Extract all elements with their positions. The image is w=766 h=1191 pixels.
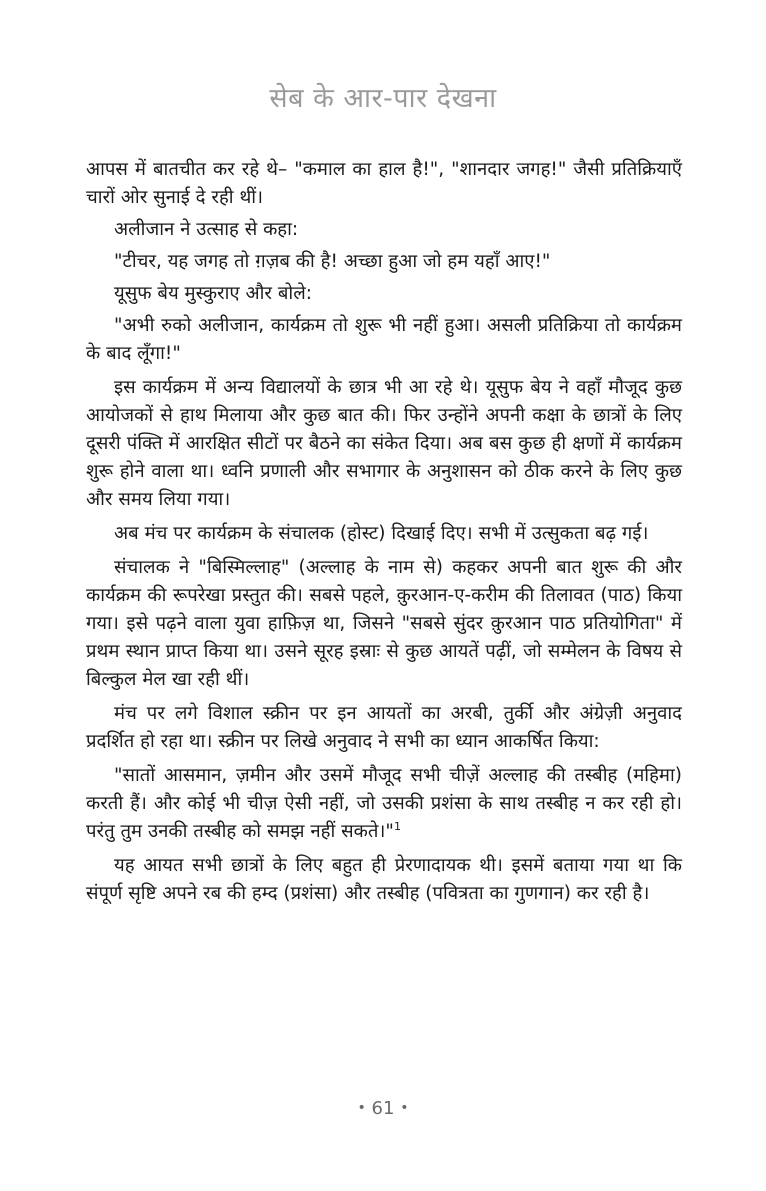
running-title: सेब के आर-पार देखना xyxy=(269,83,497,114)
paragraph-4: यूसुफ बेय मुस्कुराए और बोले: xyxy=(114,283,312,304)
paragraph-11: यह आयत सभी छात्रों के लिए बहुत ही प्रेरणादायक थी। इसमें बताया गया था कि संपूर्ण सृष्टि अपने रब की हम्द (प्रशंसा) और तस्बीह (पवित्रता का गुणगान) कर रही है। xyxy=(86,855,682,904)
footnote-marker: 1 xyxy=(393,819,401,833)
paragraph-10-quote xyxy=(86,762,682,846)
body-text xyxy=(86,156,682,912)
paragraph-3: "टीचर, यह जगह तो ग़ज़ब की है! अच्छा हुआ जो हम यहाँ आए!" xyxy=(114,251,551,272)
paragraph-8: संचालक ने "बिस्मिल्लाह" (अल्लाह के नाम से) कहकर अपनी बात शुरू की और कार्यक्रम की रूपरेखा प्रस्तुत की। सबसे पहले, क़ुरआन-ए-करीम की तिलावत (पाठ) किया गया। इसे पढ़ने वाला युवा हाफ़िज़ था, जिसने "सबसे सुंदर क़ुरआन पाठ प्रतियोगिता" में प्रथम स्थान प्राप्त किया था। उसने सूरह इस्राः से कुछ आयतें पढ़ीं, जो सम्मेलन के विषय से बिल्कुल मेल खा रही थीं। xyxy=(86,557,682,690)
paragraph-6: इस कार्यक्रम में अन्य विद्यालयों के छात्र भी आ रहे थे। यूसुफ बेय ने वहाँ मौजूद कुछ आयोजकों से हाथ मिलाया और कुछ बात की। फिर उन्होंने अपनी कक्षा के छात्रों के लिए दूसरी पंक्ति में आरक्षित सीटों पर बैठने का संकेत दिया। अब बस कुछ ही क्षणों में कार्यक्रम शुरू होने वाला था। ध्वनि प्रणाली और सभागार के अनुशासन को ठीक करने के लिए कुछ और समय लिया गया। xyxy=(86,377,682,510)
bullet-left: • xyxy=(357,1100,366,1116)
paragraph-9: मंच पर लगे विशाल स्क्रीन पर इन आयतों का अरबी, तुर्की और अंग्रेज़ी अनुवाद प्रदर्शित हो रहा था। स्क्रीन पर लिखे अनुवाद ने सभी का ध्यान आकर्षित किया: xyxy=(86,703,682,752)
paragraph-5: "अभी रुको अलीजान, कार्यक्रम तो शुरू भी नहीं हुआ। असली प्रतिक्रिया तो कार्यक्रम के बाद लूँगा!" xyxy=(86,315,682,364)
page-number: 61 xyxy=(371,1098,395,1119)
bullet-right: • xyxy=(400,1100,409,1116)
paragraph-7: अब मंच पर कार्यक्रम के संचालक (होस्ट) दिखाई दिए। सभी में उत्सुकता बढ़ गई। xyxy=(114,523,649,544)
paragraph-1: आपस में बातचीत कर रहे थे– "कमाल का हाल है!", "शानदार जगह!" जैसी प्रतिक्रियाएँ चारों ओर सुनाई दे रही थीं। xyxy=(86,159,682,208)
paragraph-2: अलीजान ने उत्साह से कहा: xyxy=(114,219,299,240)
page-number-footer xyxy=(0,1098,766,1119)
quote-text: "सातों आसमान, ज़मीन और उसमें मौजूद सभी चीज़ें अल्लाह की तस्बीह (महिमा) करती हैं। और कोई भी चीज़ ऐसी नहीं, जो उसकी प्रशंसा के साथ तस्बीह न कर रही हो। परंतु तुम उनकी तस्बीह को समझ नहीं सकते।" xyxy=(86,765,682,842)
